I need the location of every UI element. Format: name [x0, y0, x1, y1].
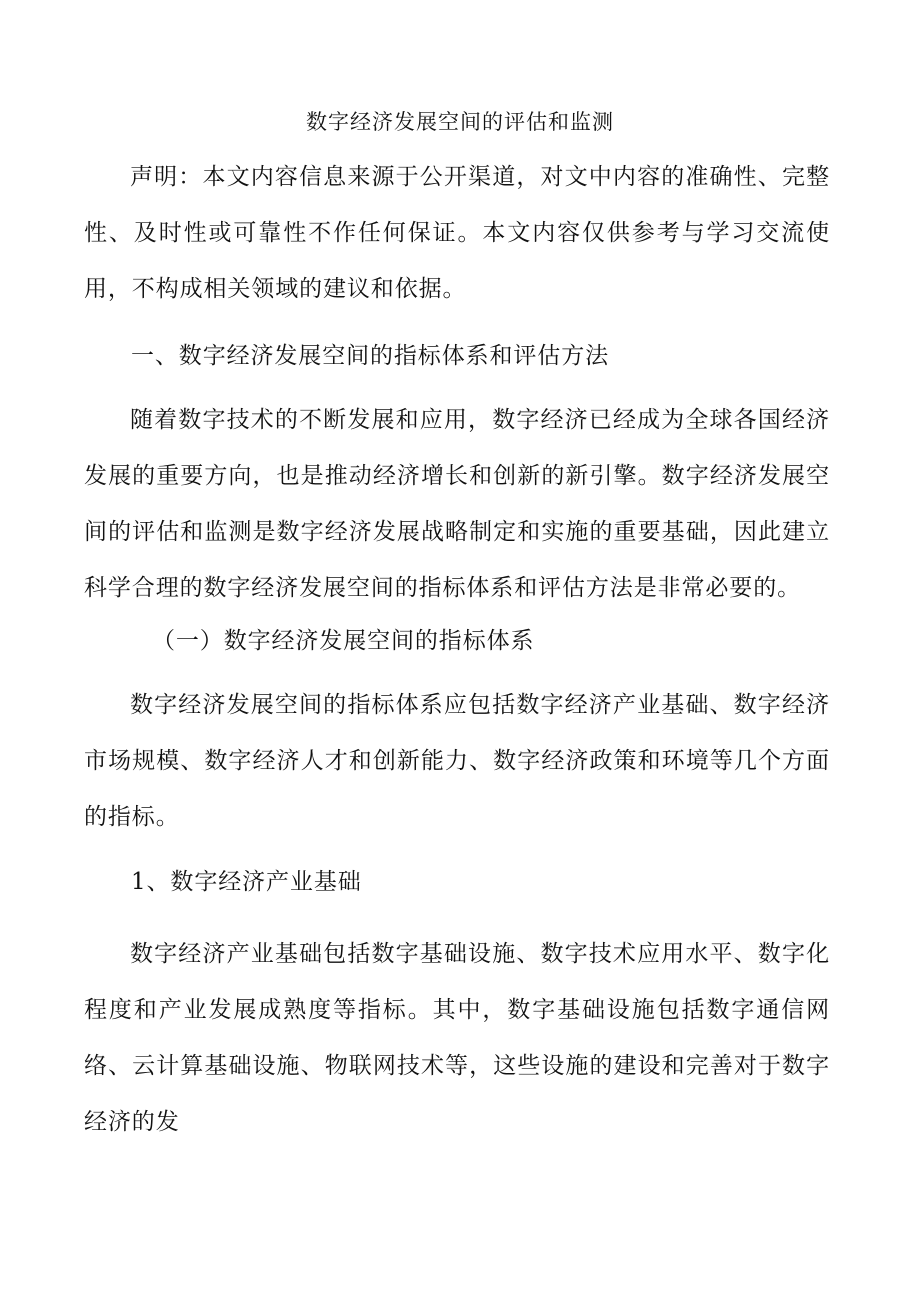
- subsection-heading-indicators: （一）数字经济发展空间的指标体系: [152, 628, 535, 654]
- item-heading-industry-foundation: 1、数字经济产业基础: [131, 869, 362, 895]
- indicators-paragraph: 数字经济发展空间的指标体系应包括数字经济产业基础、数字经济市场规模、数字经济人才和创新能力、数字经济政策和环境等几个方面的指标。: [84, 692, 830, 830]
- section-intro-paragraph: 随着数字技术的不断发展和应用，数字经济已经成为全球各国经济发展的重要方向，也是推动经济增长和创新的新引擎。数字经济发展空间的评估和监测是数字经济发展战略制定和实施的重要基础，因此建立科学合理的数字经济发展空间的指标体系和评估方法是非常必要的。: [84, 407, 830, 601]
- document-title: 数字经济发展空间的评估和监测: [306, 110, 614, 134]
- disclaimer-paragraph: 声明：本文内容信息来源于公开渠道，对文中内容的准确性、完整性、及时性或可靠性不作任何保证。本文内容仅供参考与学习交流使用，不构成相关领域的建议和依据。: [84, 164, 830, 302]
- industry-foundation-paragraph: 数字经济产业基础包括数字基础设施、数字技术应用水平、数字化程度和产业发展成熟度等指标。其中，数字基础设施包括数字通信网络、云计算基础设施、物联网技术等，这些设施的建设和完善对于数字经济的发: [84, 941, 830, 1135]
- section-heading-indicator-system: 一、数字经济发展空间的指标体系和评估方法: [131, 343, 609, 369]
